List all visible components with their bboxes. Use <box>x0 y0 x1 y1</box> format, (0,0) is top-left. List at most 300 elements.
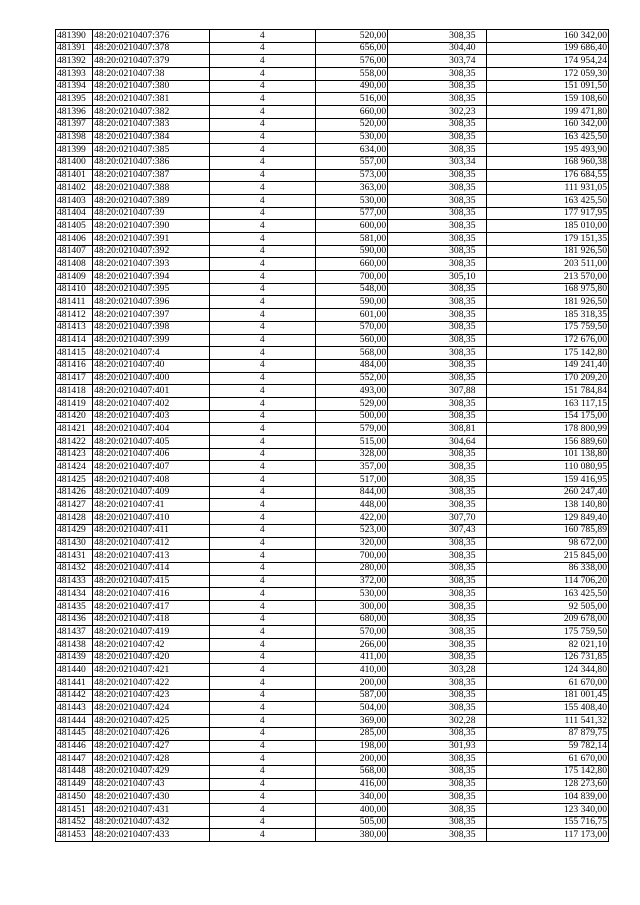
rate-cell: 308,35 <box>388 182 486 195</box>
row-number-cell: 481397 <box>56 118 93 131</box>
table-row <box>56 194 609 207</box>
table-row <box>56 499 609 512</box>
cadastral-number-cell: 48:20:0210407:396 <box>93 296 209 309</box>
value-cell: 203 511,00 <box>486 258 609 271</box>
cadastral-number-cell: 48:20:0210407:407 <box>93 461 209 474</box>
row-number-cell: 481402 <box>56 182 93 195</box>
row-number-cell: 481420 <box>56 410 93 423</box>
value-cell: 209 678,00 <box>486 613 609 626</box>
cadastral-number-cell: 48:20:0210407:388 <box>93 182 209 195</box>
area-cell: 656,00 <box>315 42 387 55</box>
category-cell: 4 <box>209 436 315 449</box>
rate-cell: 308,35 <box>388 131 486 144</box>
value-cell: 110 080,95 <box>486 461 609 474</box>
area-cell: 577,00 <box>315 207 387 220</box>
cadastral-number-cell: 48:20:0210407:431 <box>93 803 209 816</box>
row-number-cell: 481451 <box>56 803 93 816</box>
cadastral-number-cell: 48:20:0210407:389 <box>93 194 209 207</box>
cadastral-number-cell: 48:20:0210407:379 <box>93 55 209 68</box>
cadastral-number-cell: 48:20:0210407:4 <box>93 347 209 360</box>
value-cell: 160 342,00 <box>486 30 609 43</box>
row-number-cell: 481407 <box>56 245 93 258</box>
value-cell: 138 140,80 <box>486 499 609 512</box>
value-cell: 59 782,14 <box>486 740 609 753</box>
cadastral-number-cell: 48:20:0210407:405 <box>93 436 209 449</box>
value-cell: 114 706,20 <box>486 575 609 588</box>
category-cell: 4 <box>209 600 315 613</box>
rate-cell: 308,35 <box>388 537 486 550</box>
row-number-cell: 481427 <box>56 499 93 512</box>
row-number-cell: 481426 <box>56 486 93 499</box>
rate-cell: 308,35 <box>388 702 486 715</box>
cadastral-number-cell: 48:20:0210407:419 <box>93 626 209 639</box>
cadastral-number-cell: 48:20:0210407:412 <box>93 537 209 550</box>
cadastral-number-cell: 48:20:0210407:401 <box>93 385 209 398</box>
value-cell: 175 759,50 <box>486 626 609 639</box>
category-cell: 4 <box>209 537 315 550</box>
cadastral-number-cell: 48:20:0210407:378 <box>93 42 209 55</box>
rate-cell: 304,40 <box>388 42 486 55</box>
category-cell: 4 <box>209 334 315 347</box>
area-cell: 573,00 <box>315 169 387 182</box>
cadastral-number-cell: 48:20:0210407:387 <box>93 169 209 182</box>
area-cell: 300,00 <box>315 600 387 613</box>
category-cell: 4 <box>209 55 315 68</box>
table-row <box>56 423 609 436</box>
table-row <box>56 664 609 677</box>
area-cell: 520,00 <box>315 30 387 43</box>
rate-cell: 308,35 <box>388 753 486 766</box>
category-cell: 4 <box>209 80 315 93</box>
category-cell: 4 <box>209 639 315 652</box>
category-cell: 4 <box>209 461 315 474</box>
rate-cell: 308,35 <box>388 359 486 372</box>
table-row <box>56 385 609 398</box>
rate-cell: 308,35 <box>388 347 486 360</box>
category-cell: 4 <box>209 677 315 690</box>
category-cell: 4 <box>209 816 315 829</box>
cadastral-number-cell: 48:20:0210407:429 <box>93 765 209 778</box>
category-cell: 4 <box>209 271 315 284</box>
category-cell: 4 <box>209 626 315 639</box>
area-cell: 280,00 <box>315 562 387 575</box>
category-cell: 4 <box>209 296 315 309</box>
row-number-cell: 481445 <box>56 727 93 740</box>
rate-cell: 308,35 <box>388 118 486 131</box>
cadastral-number-cell: 48:20:0210407:428 <box>93 753 209 766</box>
rate-cell: 308,35 <box>388 169 486 182</box>
cadastral-number-cell: 48:20:0210407:394 <box>93 271 209 284</box>
table-row <box>56 639 609 652</box>
cadastral-number-cell: 48:20:0210407:424 <box>93 702 209 715</box>
category-cell: 4 <box>209 233 315 246</box>
value-cell: 101 138,80 <box>486 448 609 461</box>
area-cell: 448,00 <box>315 499 387 512</box>
value-cell: 172 676,00 <box>486 334 609 347</box>
value-cell: 181 926,50 <box>486 296 609 309</box>
cadastral-number-cell: 48:20:0210407:418 <box>93 613 209 626</box>
category-cell: 4 <box>209 829 315 842</box>
area-cell: 844,00 <box>315 486 387 499</box>
category-cell: 4 <box>209 118 315 131</box>
row-number-cell: 481422 <box>56 436 93 449</box>
rate-cell: 302,28 <box>388 715 486 728</box>
area-cell: 581,00 <box>315 233 387 246</box>
row-number-cell: 481408 <box>56 258 93 271</box>
table-row <box>56 613 609 626</box>
cadastral-number-cell: 48:20:0210407:409 <box>93 486 209 499</box>
value-cell: 123 340,00 <box>486 803 609 816</box>
cadastral-number-cell: 48:20:0210407:416 <box>93 588 209 601</box>
cadastral-number-cell: 48:20:0210407:376 <box>93 30 209 43</box>
cadastral-number-cell: 48:20:0210407:415 <box>93 575 209 588</box>
table-row <box>56 245 609 258</box>
value-cell: 170 209,20 <box>486 372 609 385</box>
area-cell: 505,00 <box>315 816 387 829</box>
category-cell: 4 <box>209 220 315 233</box>
category-cell: 4 <box>209 372 315 385</box>
row-number-cell: 481419 <box>56 397 93 410</box>
category-cell: 4 <box>209 207 315 220</box>
area-cell: 680,00 <box>315 613 387 626</box>
value-cell: 177 917,95 <box>486 207 609 220</box>
rate-cell: 308,35 <box>388 448 486 461</box>
row-number-cell: 481448 <box>56 765 93 778</box>
table-row <box>56 410 609 423</box>
cadastral-number-cell: 48:20:0210407:421 <box>93 664 209 677</box>
cadastral-number-cell: 48:20:0210407:40 <box>93 359 209 372</box>
table-row <box>56 778 609 791</box>
row-number-cell: 481413 <box>56 321 93 334</box>
value-cell: 163 425,50 <box>486 588 609 601</box>
table-row <box>56 334 609 347</box>
table-row <box>56 93 609 106</box>
table-row <box>56 753 609 766</box>
value-cell: 163 117,15 <box>486 397 609 410</box>
cadastral-number-cell: 48:20:0210407:386 <box>93 156 209 169</box>
row-number-cell: 481429 <box>56 524 93 537</box>
cadastral-number-cell: 48:20:0210407:403 <box>93 410 209 423</box>
table-row <box>56 321 609 334</box>
value-cell: 179 151,35 <box>486 233 609 246</box>
rate-cell: 308,35 <box>388 803 486 816</box>
row-number-cell: 481435 <box>56 600 93 613</box>
table-row <box>56 474 609 487</box>
rate-cell: 308,35 <box>388 829 486 842</box>
area-cell: 552,00 <box>315 372 387 385</box>
rate-cell: 308,35 <box>388 562 486 575</box>
row-number-cell: 481421 <box>56 423 93 436</box>
area-cell: 660,00 <box>315 258 387 271</box>
row-number-cell: 481423 <box>56 448 93 461</box>
category-cell: 4 <box>209 106 315 119</box>
rate-cell: 303,74 <box>388 55 486 68</box>
table-row <box>56 296 609 309</box>
data-table <box>55 29 609 842</box>
row-number-cell: 481404 <box>56 207 93 220</box>
row-number-cell: 481442 <box>56 689 93 702</box>
cadastral-number-cell: 48:20:0210407:433 <box>93 829 209 842</box>
row-number-cell: 481447 <box>56 753 93 766</box>
rate-cell: 308,35 <box>388 727 486 740</box>
area-cell: 411,00 <box>315 651 387 664</box>
value-cell: 199 686,40 <box>486 42 609 55</box>
cadastral-number-cell: 48:20:0210407:420 <box>93 651 209 664</box>
table-row <box>56 702 609 715</box>
area-cell: 198,00 <box>315 740 387 753</box>
category-cell: 4 <box>209 359 315 372</box>
rate-cell: 308,35 <box>388 486 486 499</box>
rate-cell: 308,35 <box>388 816 486 829</box>
cadastral-number-cell: 48:20:0210407:432 <box>93 816 209 829</box>
cadastral-number-cell: 48:20:0210407:385 <box>93 144 209 157</box>
category-cell: 4 <box>209 524 315 537</box>
area-cell: 520,00 <box>315 118 387 131</box>
cadastral-number-cell: 48:20:0210407:382 <box>93 106 209 119</box>
row-number-cell: 481390 <box>56 30 93 43</box>
area-cell: 200,00 <box>315 677 387 690</box>
cadastral-number-cell: 48:20:0210407:384 <box>93 131 209 144</box>
value-cell: 156 889,60 <box>486 436 609 449</box>
area-cell: 568,00 <box>315 347 387 360</box>
row-number-cell: 481406 <box>56 233 93 246</box>
table-row <box>56 461 609 474</box>
value-cell: 175 759,50 <box>486 321 609 334</box>
rate-cell: 308,35 <box>388 778 486 791</box>
category-cell: 4 <box>209 664 315 677</box>
area-cell: 579,00 <box>315 423 387 436</box>
row-number-cell: 481439 <box>56 651 93 664</box>
area-cell: 557,00 <box>315 156 387 169</box>
area-cell: 369,00 <box>315 715 387 728</box>
area-cell: 587,00 <box>315 689 387 702</box>
value-cell: 168 975,80 <box>486 283 609 296</box>
table-row <box>56 42 609 55</box>
cadastral-number-cell: 48:20:0210407:413 <box>93 550 209 563</box>
row-number-cell: 481434 <box>56 588 93 601</box>
value-cell: 185 010,00 <box>486 220 609 233</box>
category-cell: 4 <box>209 727 315 740</box>
row-number-cell: 481417 <box>56 372 93 385</box>
area-cell: 340,00 <box>315 791 387 804</box>
category-cell: 4 <box>209 68 315 81</box>
rate-cell: 308,35 <box>388 600 486 613</box>
row-number-cell: 481396 <box>56 106 93 119</box>
category-cell: 4 <box>209 550 315 563</box>
value-cell: 124 344,80 <box>486 664 609 677</box>
rate-cell: 308,35 <box>388 397 486 410</box>
table-row <box>56 791 609 804</box>
row-number-cell: 481392 <box>56 55 93 68</box>
table-row <box>56 829 609 842</box>
value-cell: 111 541,32 <box>486 715 609 728</box>
value-cell: 195 493,90 <box>486 144 609 157</box>
table-row <box>56 537 609 550</box>
table-row <box>56 436 609 449</box>
row-number-cell: 481425 <box>56 474 93 487</box>
category-cell: 4 <box>209 448 315 461</box>
area-cell: 416,00 <box>315 778 387 791</box>
area-cell: 484,00 <box>315 359 387 372</box>
area-cell: 380,00 <box>315 829 387 842</box>
value-cell: 174 954,24 <box>486 55 609 68</box>
category-cell: 4 <box>209 753 315 766</box>
row-number-cell: 481446 <box>56 740 93 753</box>
rate-cell: 308,35 <box>388 575 486 588</box>
area-cell: 560,00 <box>315 334 387 347</box>
value-cell: 128 273,60 <box>486 778 609 791</box>
value-cell: 260 247,40 <box>486 486 609 499</box>
row-number-cell: 481443 <box>56 702 93 715</box>
row-number-cell: 481444 <box>56 715 93 728</box>
category-cell: 4 <box>209 689 315 702</box>
area-cell: 500,00 <box>315 410 387 423</box>
row-number-cell: 481401 <box>56 169 93 182</box>
row-number-cell: 481414 <box>56 334 93 347</box>
category-cell: 4 <box>209 410 315 423</box>
rate-cell: 303,34 <box>388 156 486 169</box>
table-row <box>56 727 609 740</box>
rate-cell: 308,35 <box>388 283 486 296</box>
table-row <box>56 30 609 43</box>
category-cell: 4 <box>209 803 315 816</box>
row-number-cell: 481393 <box>56 68 93 81</box>
table-row <box>56 715 609 728</box>
table-body <box>56 30 609 842</box>
row-number-cell: 481411 <box>56 296 93 309</box>
table-row <box>56 118 609 131</box>
value-cell: 86 338,00 <box>486 562 609 575</box>
category-cell: 4 <box>209 397 315 410</box>
category-cell: 4 <box>209 423 315 436</box>
cadastral-number-cell: 48:20:0210407:390 <box>93 220 209 233</box>
category-cell: 4 <box>209 575 315 588</box>
table-row <box>56 651 609 664</box>
area-cell: 548,00 <box>315 283 387 296</box>
row-number-cell: 481400 <box>56 156 93 169</box>
table-row <box>56 550 609 563</box>
table-row <box>56 689 609 702</box>
area-cell: 516,00 <box>315 93 387 106</box>
area-cell: 601,00 <box>315 309 387 322</box>
value-cell: 159 108,60 <box>486 93 609 106</box>
row-number-cell: 481405 <box>56 220 93 233</box>
value-cell: 159 416,95 <box>486 474 609 487</box>
value-cell: 155 716,75 <box>486 816 609 829</box>
value-cell: 129 849,40 <box>486 512 609 525</box>
area-cell: 530,00 <box>315 194 387 207</box>
rate-cell: 308,35 <box>388 220 486 233</box>
category-cell: 4 <box>209 131 315 144</box>
area-cell: 634,00 <box>315 144 387 157</box>
cadastral-number-cell: 48:20:0210407:427 <box>93 740 209 753</box>
table-row <box>56 258 609 271</box>
cadastral-number-cell: 48:20:0210407:397 <box>93 309 209 322</box>
category-cell: 4 <box>209 182 315 195</box>
area-cell: 600,00 <box>315 220 387 233</box>
cadastral-number-cell: 48:20:0210407:411 <box>93 524 209 537</box>
row-number-cell: 481412 <box>56 309 93 322</box>
area-cell: 266,00 <box>315 639 387 652</box>
area-cell: 590,00 <box>315 296 387 309</box>
cadastral-number-cell: 48:20:0210407:426 <box>93 727 209 740</box>
category-cell: 4 <box>209 321 315 334</box>
area-cell: 576,00 <box>315 55 387 68</box>
table-row <box>56 309 609 322</box>
cadastral-number-cell: 48:20:0210407:422 <box>93 677 209 690</box>
row-number-cell: 481415 <box>56 347 93 360</box>
area-cell: 422,00 <box>315 512 387 525</box>
row-number-cell: 481437 <box>56 626 93 639</box>
table-row <box>56 588 609 601</box>
row-number-cell: 481432 <box>56 562 93 575</box>
value-cell: 160 785,89 <box>486 524 609 537</box>
category-cell: 4 <box>209 283 315 296</box>
value-cell: 117 173,00 <box>486 829 609 842</box>
area-cell: 700,00 <box>315 550 387 563</box>
row-number-cell: 481453 <box>56 829 93 842</box>
rate-cell: 308,35 <box>388 410 486 423</box>
category-cell: 4 <box>209 791 315 804</box>
area-cell: 363,00 <box>315 182 387 195</box>
value-cell: 82 021,10 <box>486 639 609 652</box>
value-cell: 61 670,00 <box>486 753 609 766</box>
category-cell: 4 <box>209 347 315 360</box>
category-cell: 4 <box>209 42 315 55</box>
table-row <box>56 765 609 778</box>
table-row <box>56 448 609 461</box>
area-cell: 320,00 <box>315 537 387 550</box>
table-row <box>56 80 609 93</box>
category-cell: 4 <box>209 702 315 715</box>
cadastral-number-cell: 48:20:0210407:380 <box>93 80 209 93</box>
cadastral-number-cell: 48:20:0210407:400 <box>93 372 209 385</box>
document-page <box>55 29 609 842</box>
area-cell: 523,00 <box>315 524 387 537</box>
rate-cell: 308,35 <box>388 30 486 43</box>
cadastral-number-cell: 48:20:0210407:404 <box>93 423 209 436</box>
cadastral-number-cell: 48:20:0210407:391 <box>93 233 209 246</box>
rate-cell: 304,64 <box>388 436 486 449</box>
area-cell: 372,00 <box>315 575 387 588</box>
value-cell: 111 931,05 <box>486 182 609 195</box>
rate-cell: 308,35 <box>388 677 486 690</box>
rate-cell: 308,35 <box>388 613 486 626</box>
category-cell: 4 <box>209 765 315 778</box>
cadastral-number-cell: 48:20:0210407:398 <box>93 321 209 334</box>
row-number-cell: 481399 <box>56 144 93 157</box>
category-cell: 4 <box>209 194 315 207</box>
table-row <box>56 182 609 195</box>
rate-cell: 308,35 <box>388 194 486 207</box>
table-row <box>56 740 609 753</box>
value-cell: 92 505,00 <box>486 600 609 613</box>
value-cell: 199 471,80 <box>486 106 609 119</box>
table-row <box>56 562 609 575</box>
cadastral-number-cell: 48:20:0210407:41 <box>93 499 209 512</box>
row-number-cell: 481403 <box>56 194 93 207</box>
rate-cell: 308,35 <box>388 258 486 271</box>
value-cell: 163 425,50 <box>486 131 609 144</box>
cadastral-number-cell: 48:20:0210407:38 <box>93 68 209 81</box>
table-row <box>56 55 609 68</box>
area-cell: 515,00 <box>315 436 387 449</box>
table-row <box>56 512 609 525</box>
rate-cell: 305,10 <box>388 271 486 284</box>
cadastral-number-cell: 48:20:0210407:392 <box>93 245 209 258</box>
rate-cell: 308,35 <box>388 372 486 385</box>
rate-cell: 308,35 <box>388 233 486 246</box>
